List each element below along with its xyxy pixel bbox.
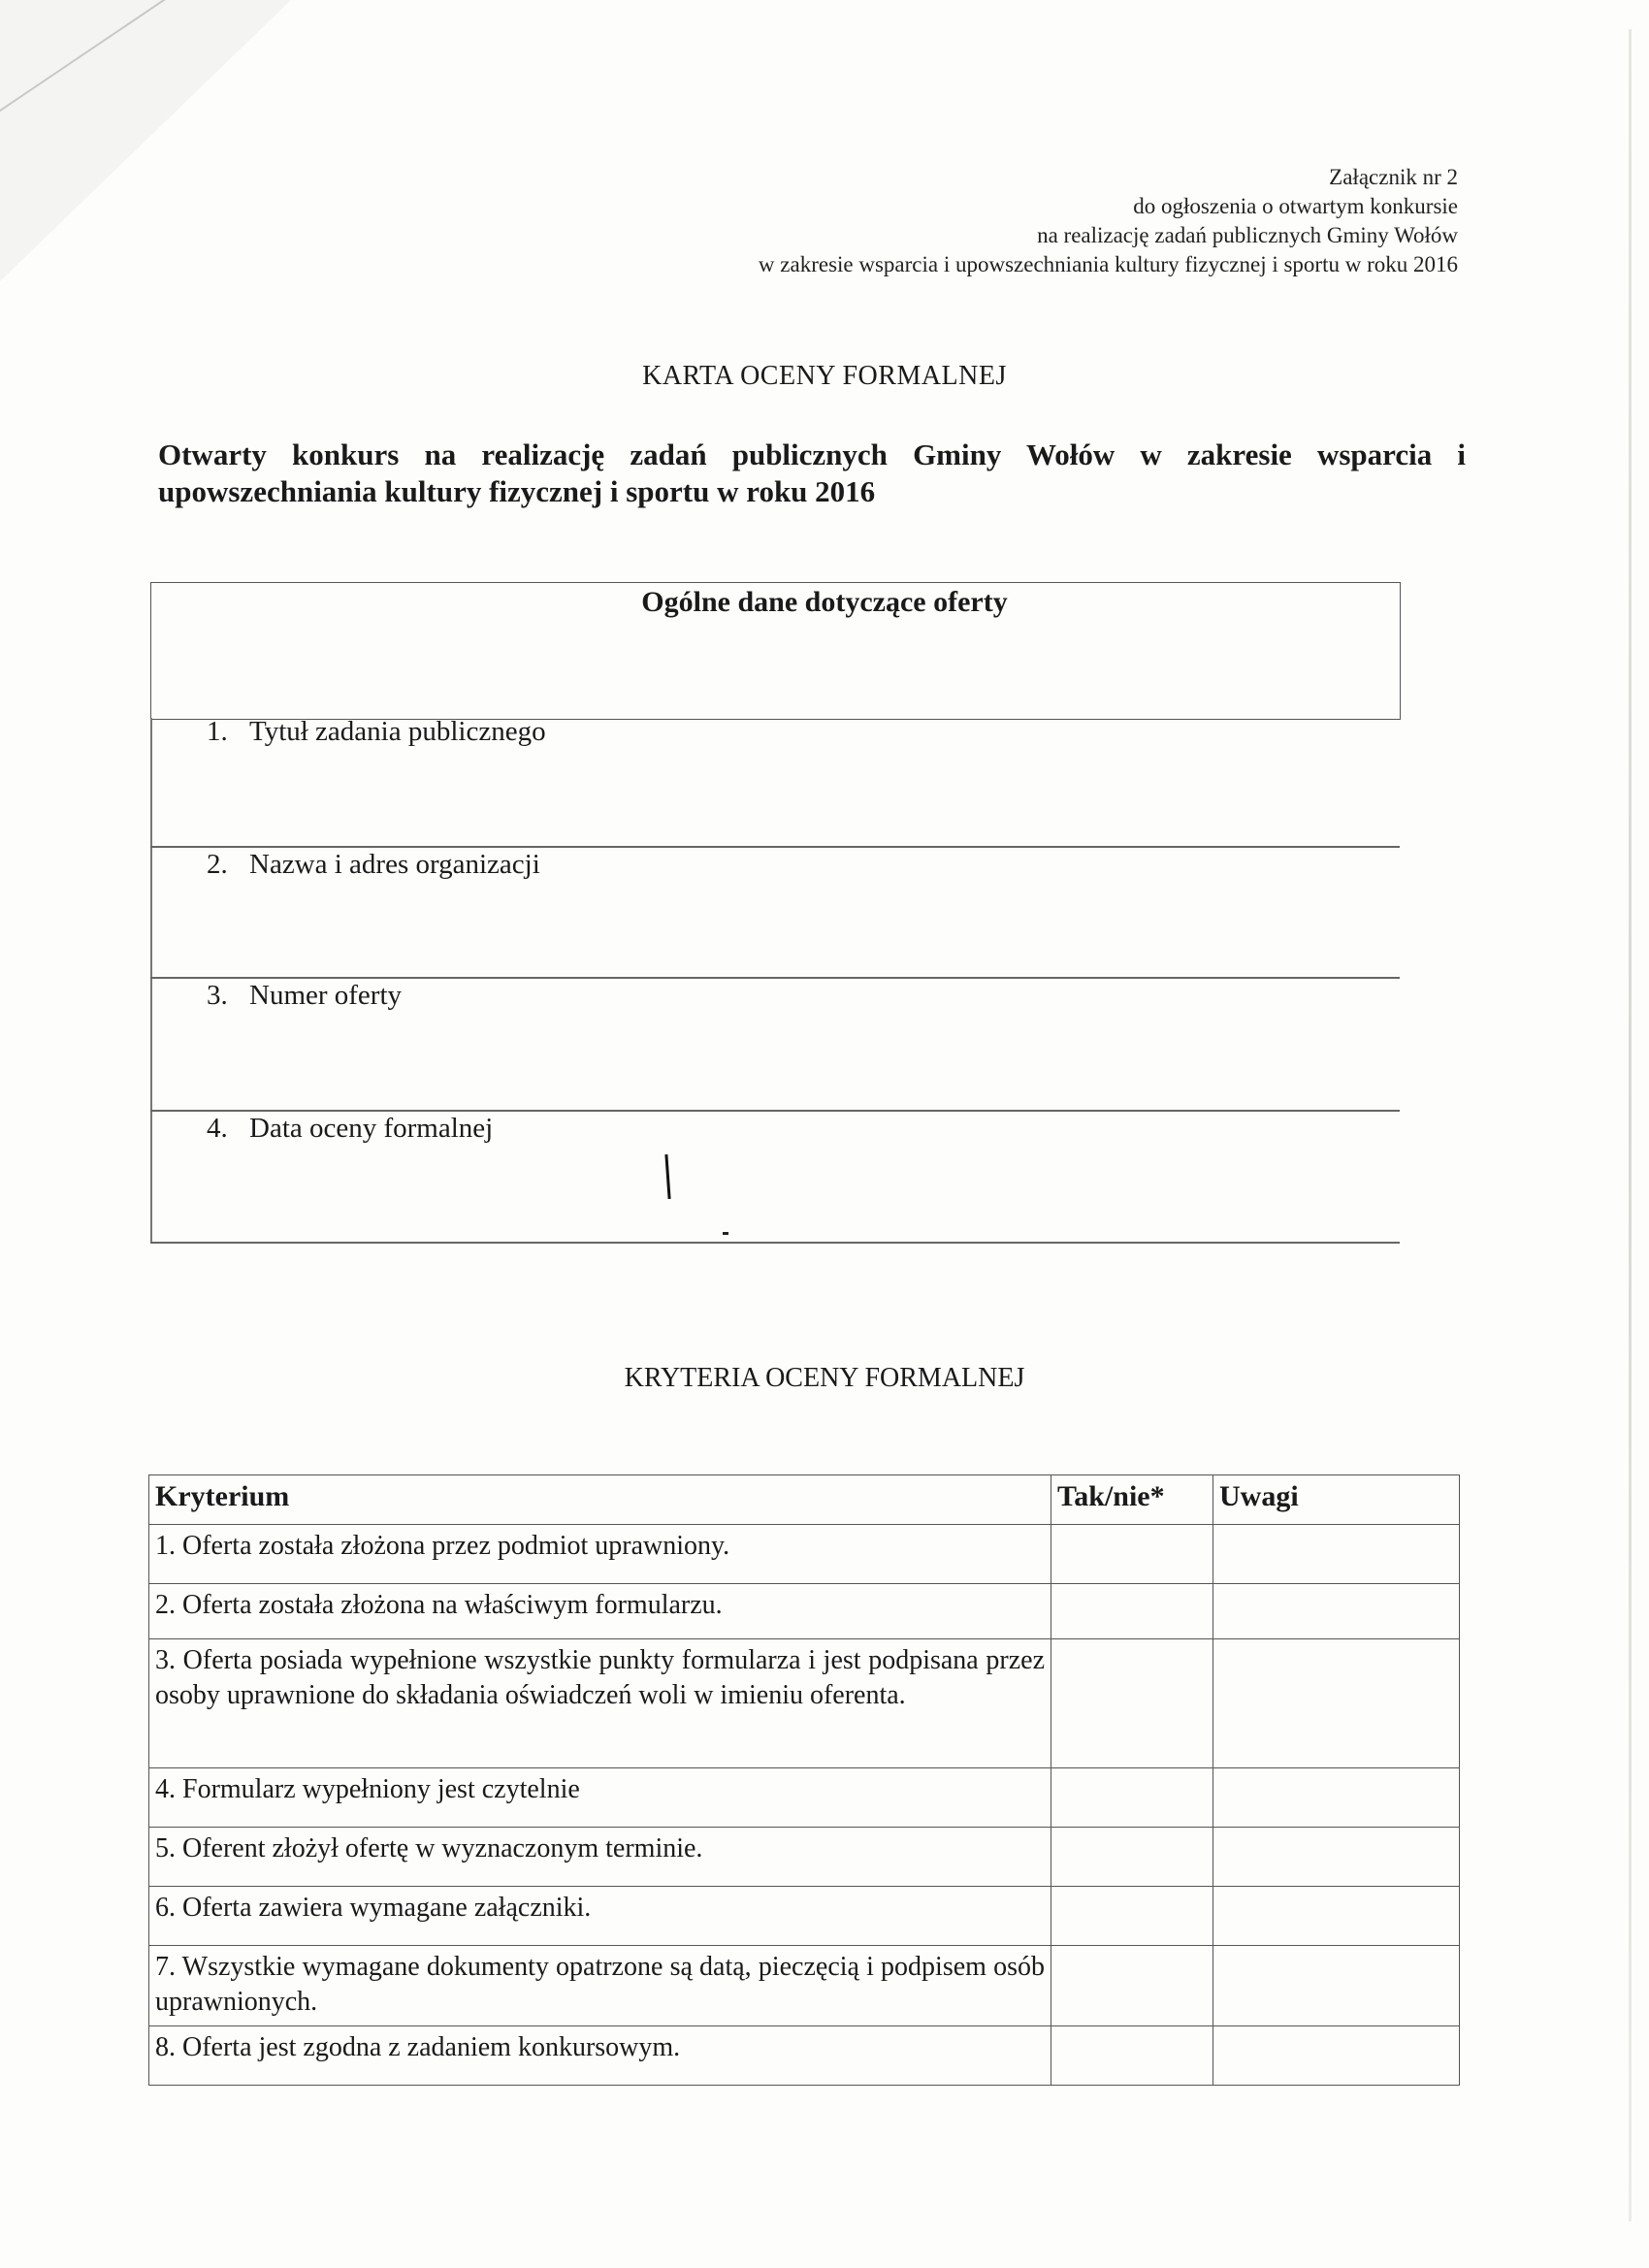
general-item-number: 4. xyxy=(207,1113,228,1144)
contest-title: Otwarty konkurs na realizację zadań publicznych Gminy Wołów w zakresie wsparcia i upowszechniania kultury fizycznej i sportu w roku 2016 xyxy=(158,437,1466,508)
table-row xyxy=(149,1887,1460,1946)
annex-line-3: na realizację zadań publicznych Gminy Wołów xyxy=(1037,223,1458,247)
notes-cell[interactable] xyxy=(1213,1525,1460,1584)
table-row xyxy=(149,1584,1460,1639)
yes-no-cell[interactable] xyxy=(1051,1887,1213,1946)
yes-no-cell[interactable] xyxy=(1051,1946,1213,2026)
notes-cell[interactable] xyxy=(1213,1828,1460,1887)
table-row xyxy=(149,1639,1460,1768)
notes-cell[interactable] xyxy=(1213,1639,1460,1768)
criterion-cell: 8. Oferta jest zgodna z zadaniem konkursowym. xyxy=(149,2026,1051,2086)
yes-no-cell[interactable] xyxy=(1051,1584,1213,1639)
yes-no-cell[interactable] xyxy=(1051,2026,1213,2086)
general-item-label: Data oceny formalnej xyxy=(249,1113,494,1144)
yes-no-header: Tak/nie* xyxy=(1051,1475,1213,1525)
notes-cell[interactable] xyxy=(1213,1584,1460,1639)
criteria-table xyxy=(148,1474,1460,2086)
pen-stroke xyxy=(664,1154,670,1199)
general-item-offer-number xyxy=(207,980,402,1012)
folded-corner xyxy=(0,0,291,281)
general-item-number: 3. xyxy=(207,980,228,1011)
yes-no-cell[interactable] xyxy=(1051,1639,1213,1768)
annex-line-4: w zakresie wsparcia i upowszechniania kultury fizycznej i sportu w roku 2016 xyxy=(758,252,1458,276)
notes-cell[interactable] xyxy=(1213,1946,1460,2026)
general-item-label: Numer oferty xyxy=(249,980,403,1011)
general-item-date xyxy=(207,1113,493,1145)
general-divider xyxy=(150,846,1400,848)
table-row xyxy=(149,1946,1460,2026)
yes-no-cell[interactable] xyxy=(1051,1768,1213,1828)
table-row xyxy=(149,2026,1460,2086)
yes-no-cell[interactable] xyxy=(1051,1525,1213,1584)
notes-cell[interactable] xyxy=(1213,2026,1460,2086)
criteria-header-row xyxy=(149,1475,1460,1525)
criterion-cell: 4. Formularz wypełniony jest czytelnie xyxy=(149,1768,1051,1828)
criterion-cell: 6. Oferta zawiera wymagane załączniki. xyxy=(149,1887,1051,1946)
scan-edge xyxy=(1629,29,1632,2221)
criterion-cell: 2. Oferta została złożona na właściwym formularzu. xyxy=(149,1584,1051,1639)
general-divider xyxy=(150,1242,1400,1244)
criterion-cell: 7. Wszystkie wymagane dokumenty opatrzone są datą, pieczęcią i podpisem osób uprawnionych. xyxy=(149,1946,1051,2026)
notes-cell[interactable] xyxy=(1213,1768,1460,1828)
card-title: KARTA OCENY FORMALNEJ xyxy=(642,361,1007,391)
general-item-number: 1. xyxy=(207,716,228,747)
notes-header: Uwagi xyxy=(1213,1475,1460,1525)
table-row xyxy=(149,1768,1460,1828)
table-row xyxy=(149,1828,1460,1887)
yes-no-cell[interactable] xyxy=(1051,1828,1213,1887)
general-item-label: Nazwa i adres organizacji xyxy=(249,849,540,880)
general-data-heading: Ogólne dane dotyczące oferty xyxy=(641,586,1008,618)
criterion-header: Kryterium xyxy=(149,1475,1051,1525)
pen-dot xyxy=(723,1232,728,1235)
criteria-title: KRYTERIA OCENY FORMALNEJ xyxy=(624,1363,1025,1393)
general-divider xyxy=(150,977,1400,979)
annex-line-2: do ogłoszenia o otwartym konkursie xyxy=(1133,194,1458,218)
annex-line-1: Załącznik nr 2 xyxy=(1329,165,1458,189)
criterion-cell: 5. Oferent złożył ofertę w wyznaczonym terminie. xyxy=(149,1828,1051,1887)
table-row xyxy=(149,1525,1460,1584)
general-divider xyxy=(150,1110,1400,1112)
criterion-cell: 1. Oferta została złożona przez podmiot uprawniony. xyxy=(149,1525,1051,1584)
general-item-organization xyxy=(207,849,540,881)
notes-cell[interactable] xyxy=(1213,1887,1460,1946)
general-item-label: Tytuł zadania publicznego xyxy=(249,716,546,747)
general-item-number: 2. xyxy=(207,849,228,880)
criterion-cell: 3. Oferta posiada wypełnione wszystkie punkty formularza i jest podpisana przez osoby uprawnione do składania oświadczeń woli w imieniu oferenta. xyxy=(149,1639,1051,1768)
general-data-left-border xyxy=(150,718,152,1242)
annex-header xyxy=(759,163,1458,279)
general-item-title xyxy=(207,716,546,748)
